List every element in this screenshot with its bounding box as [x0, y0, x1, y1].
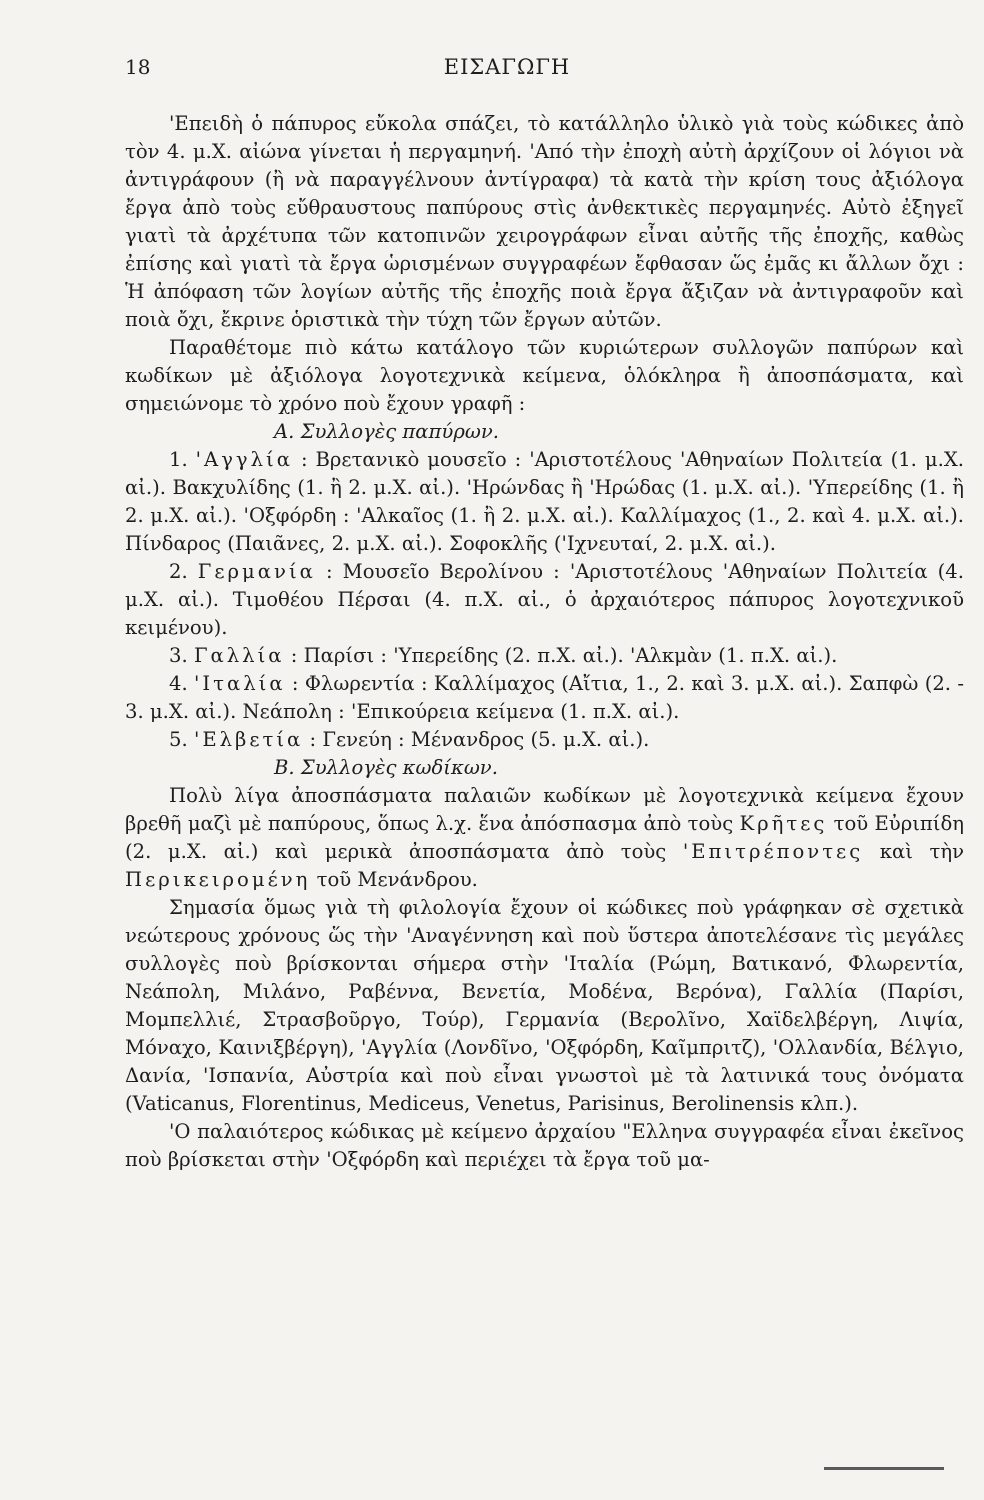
text-run: Πολὺ λίγα ἀποσπάσματα παλαιῶν κωδίκων μὲ λογοτεχνικὰ κείμενα ἔχουν βρεθῆ μαζὶ μὲ παπύρους, ὅπως λ.χ. ἕνα ἀπόσπασμα ἀπὸ τοὺς [125, 784, 964, 835]
item-number: 3. [169, 644, 188, 667]
country-name: Γαλλία [193, 644, 285, 667]
item-number: 1. [169, 448, 188, 471]
list-item [125, 670, 964, 726]
item-number: 4. [169, 672, 188, 695]
list-item [125, 726, 964, 754]
paragraph-codex-fragments [125, 782, 964, 894]
paragraph-renaissance-collections: Σημασία ὅμως γιὰ τὴ φιλολογία ἔχουν οἱ κώδικες ποὺ γράφηκαν σὲ σχετικὰ νεώτερους χρόνους ὥς τὴν 'Αναγέννηση καὶ ποὺ ὕστερα ἀποτελέσανε τὶς μεγάλες συλλογὲς ποὺ βρίσκονται σήμερα στὴν 'Ιταλία (Ρώμη, Βατικανό, Φλωρεντία, Νεάπολη, Μιλάνο, Ραβέννα, Βενετία, Μοδένα, Βερόνα), Γαλλία (Παρίσι, Μομπελλιέ, Στρασβοῦργο, Τούρ), Γερμανία (Βερολῖνο, Χαϊδελβέργη, Λιψία, Μόναχο, Καινιξβέργη), 'Αγγλία (Λονδῖνο, 'Οξφόρδη, Καῖμπριτζ), 'Ολλανδία, Βέλγιο, Δανία, 'Ισπανία, Αὐστρία καὶ ποὺ εἶναι γνωστοὶ μὲ τὰ λατινικά τους ὀνόματα (Vaticanus, Florentinus, Mediceus, Venetus, Parisinus, Berolinensis κλπ.). [125, 896, 964, 1115]
item-number: 5. [169, 728, 188, 751]
page-header [125, 55, 889, 95]
footer-rule [824, 1467, 944, 1470]
text-run: τοῦ Μενάνδρου. [316, 868, 478, 891]
list-item [125, 642, 964, 670]
country-name: 'Αγγλία [195, 448, 293, 471]
work-title: Κρῆτες [739, 812, 828, 835]
country-name: 'Ελβετία [193, 728, 304, 751]
page-body [125, 110, 964, 1174]
country-name: Γερμανία [197, 560, 316, 583]
country-name: 'Ιταλία [194, 672, 286, 695]
item-text: : Γενεύη : Μένανδρος (5. μ.Χ. αἰ.). [309, 728, 650, 751]
item-text: : Μουσεῖο Βερολίνου : 'Αριστοτέλους 'Αθηναίων Πολιτεία (4. μ.Χ. αἰ.). Τιμοθέου Πέρσαι (4. π.Χ. αἰ., ὁ ἀρχαιότερος πάπυρος λογοτεχνικοῦ κειμένου). [125, 560, 964, 639]
item-text: : Παρίσι : 'Υπερείδης (2. π.Χ. αἰ.). 'Αλκμὰν (1. π.Χ. αἰ.). [290, 644, 838, 667]
section-heading-papyri: Α. Συλλογὲς παπύρων. [274, 420, 499, 443]
paragraph-papyrus-fragility: 'Επειδὴ ὁ πάπυρος εὔκολα σπάζει, τὸ κατάλληλο ὑλικὸ γιὰ τοὺς κώδικες ἀπὸ τὸν 4. μ.Χ. αἰώνα γίνεται ἡ περγαμηνή. 'Από τὴν ἐποχὴ αὐτὴ ἀρχίζουν οἱ λόγιοι νὰ ἀντιγράφουν (ἢ νὰ παραγγέλνουν ἀντίγραφα) τὰ κατὰ τὴν κρίση τους ἀξιόλογα ἔργα ἀπὸ τοὺς εὔθραυστους παπύρους στὶς ἀνθεκτικὲς περγαμηνές. Αὐτὸ ἐξηγεῖ γιατὶ τὰ ἀρχέτυπα τῶν κατοπινῶν χειρογράφων εἶναι αὐτῆς τῆς ἐποχῆς, καθὼς ἐπίσης καὶ γιατὶ τὰ ἔργα ὡρισμένων συγγραφέων ἔφθασαν ὥς ἐμᾶς κι ἄλλων ὄχι : Ἡ ἀπόφαση τῶν λογίων αὐτῆς τῆς ἐποχῆς ποιὰ ἔργα ἄξιζαν νὰ ἀντιγραφοῦν καὶ ποιὰ ὄχι, ἔκρινε ὁριστικὰ τὴν τύχη τῶν ἔργων αὐτῶν. [125, 112, 964, 331]
work-title: Περικειρομένη [125, 868, 311, 891]
paragraph-catalog-intro: Παραθέτομε πιὸ κάτω κατάλογο τῶν κυριώτερων συλλογῶν παπύρων καὶ κωδίκων μὲ ἀξιόλογα λογοτεχνικὰ κείμενα, ὁλόκληρα ἢ ἀποσπάσματα, καὶ σημειώνομε τὸ χρόνο ποὺ ἔχουν γραφῆ : [125, 336, 964, 415]
text-run: καὶ τὴν [879, 840, 964, 863]
work-title: 'Επιτρέποντες [682, 840, 864, 863]
page-number: 18 [125, 55, 151, 79]
text-run: τοῦ Εὐριπίδη (2. μ.Χ. αἰ.) καὶ μερικὰ ἀποσπάσματα ἀπὸ τοὺς [125, 812, 964, 863]
item-number: 2. [169, 560, 188, 583]
item-text: : Φλωρεντία : Καλλίμαχος (Αἴτια, 1., 2. καὶ 3. μ.Χ. αἰ.). Σαπφὼ (2. - 3. μ.Χ. αἰ.). Νεάπολη : 'Επικούρεια κείμενα (1. π.Χ. αἰ.). [125, 672, 964, 723]
running-title: ΕΙΣΑΓΩΓΗ [443, 55, 571, 79]
section-heading-codices: Β. Συλλογὲς κωδίκων. [274, 756, 498, 779]
item-text: : Βρετανικὸ μουσεῖο : 'Αριστοτέλους 'Αθηναίων Πολιτεία (1. μ.Χ. αἰ.). Βακχυλίδης (1. ἢ 2. μ.Χ. αἰ.). 'Ηρώνδας ἢ 'Ηρώδας (1. μ.Χ. αἰ.). 'Υπερείδης (1. ἢ 2. μ.Χ. αἰ.). 'Οξφόρδη : 'Αλκαῖος (1. ἢ 2. μ.Χ. αἰ.). Καλλίμαχος (1., 2. καὶ 4. μ.Χ. αἰ.). Πίνδαρος (Παιᾶνες, 2. μ.Χ. αἰ.). Σοφοκλῆς ('Ιχνευταί, 2. μ.Χ. αἰ.). [125, 448, 965, 555]
list-item [125, 446, 964, 558]
list-item [125, 558, 964, 642]
paragraph-oldest-codex: 'Ο παλαιότερος κώδικας μὲ κείμενο ἀρχαίου "Ελληνα συγγραφέα εἶναι ἐκεῖνος ποὺ βρίσκεται στὴν 'Οξφόρδη καὶ περιέχει τὰ ἔργα τοῦ μα- [125, 1120, 964, 1171]
